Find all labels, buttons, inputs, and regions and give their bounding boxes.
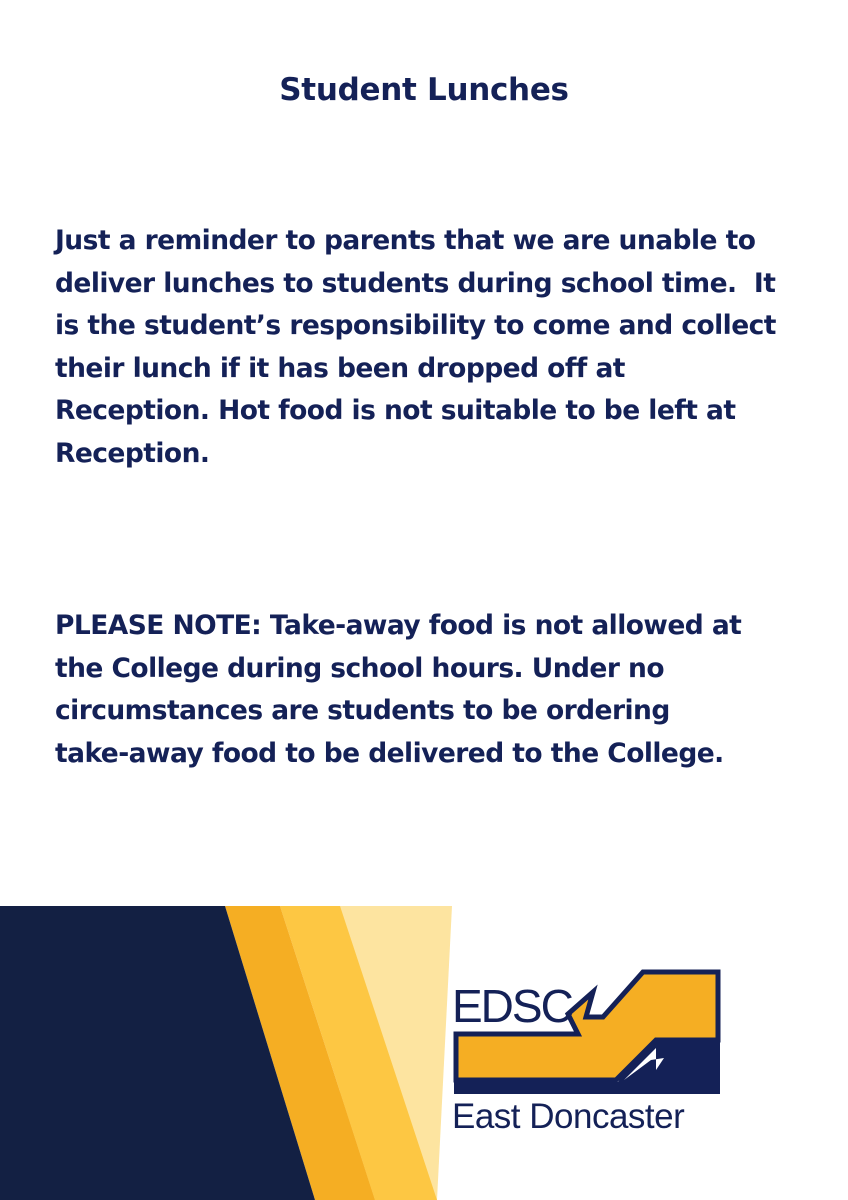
paragraph-line: their lunch if it has been dropped off at (55, 352, 625, 384)
logo-acronym: EDSC (452, 980, 572, 1032)
page-title: Student Lunches (279, 72, 569, 108)
paragraph-line: Reception. Hot food is not suitable to be left at (55, 395, 736, 426)
paragraph-line: deliver lunches to students during school time. It (55, 267, 776, 299)
logo-name: East Doncaster (452, 1097, 685, 1136)
paragraph-line: Reception. (55, 437, 210, 469)
paragraph-line: circumstances are students to be ordering (55, 695, 670, 726)
reminder-paragraph (55, 220, 815, 475)
paragraph-line: the College during school hours. Under no (55, 652, 665, 684)
please-note-paragraph (55, 605, 815, 775)
paragraph-line: PLEASE NOTE: Take-away food is not allowed at (55, 610, 742, 641)
paragraph-line: take-away food to be delivered to the College. (55, 737, 724, 769)
paragraph-line: Just a reminder to parents that we are unable to (55, 225, 756, 256)
paragraph-line: is the student’s responsibility to come and collect (55, 310, 776, 341)
edsc-logo (448, 962, 728, 1141)
